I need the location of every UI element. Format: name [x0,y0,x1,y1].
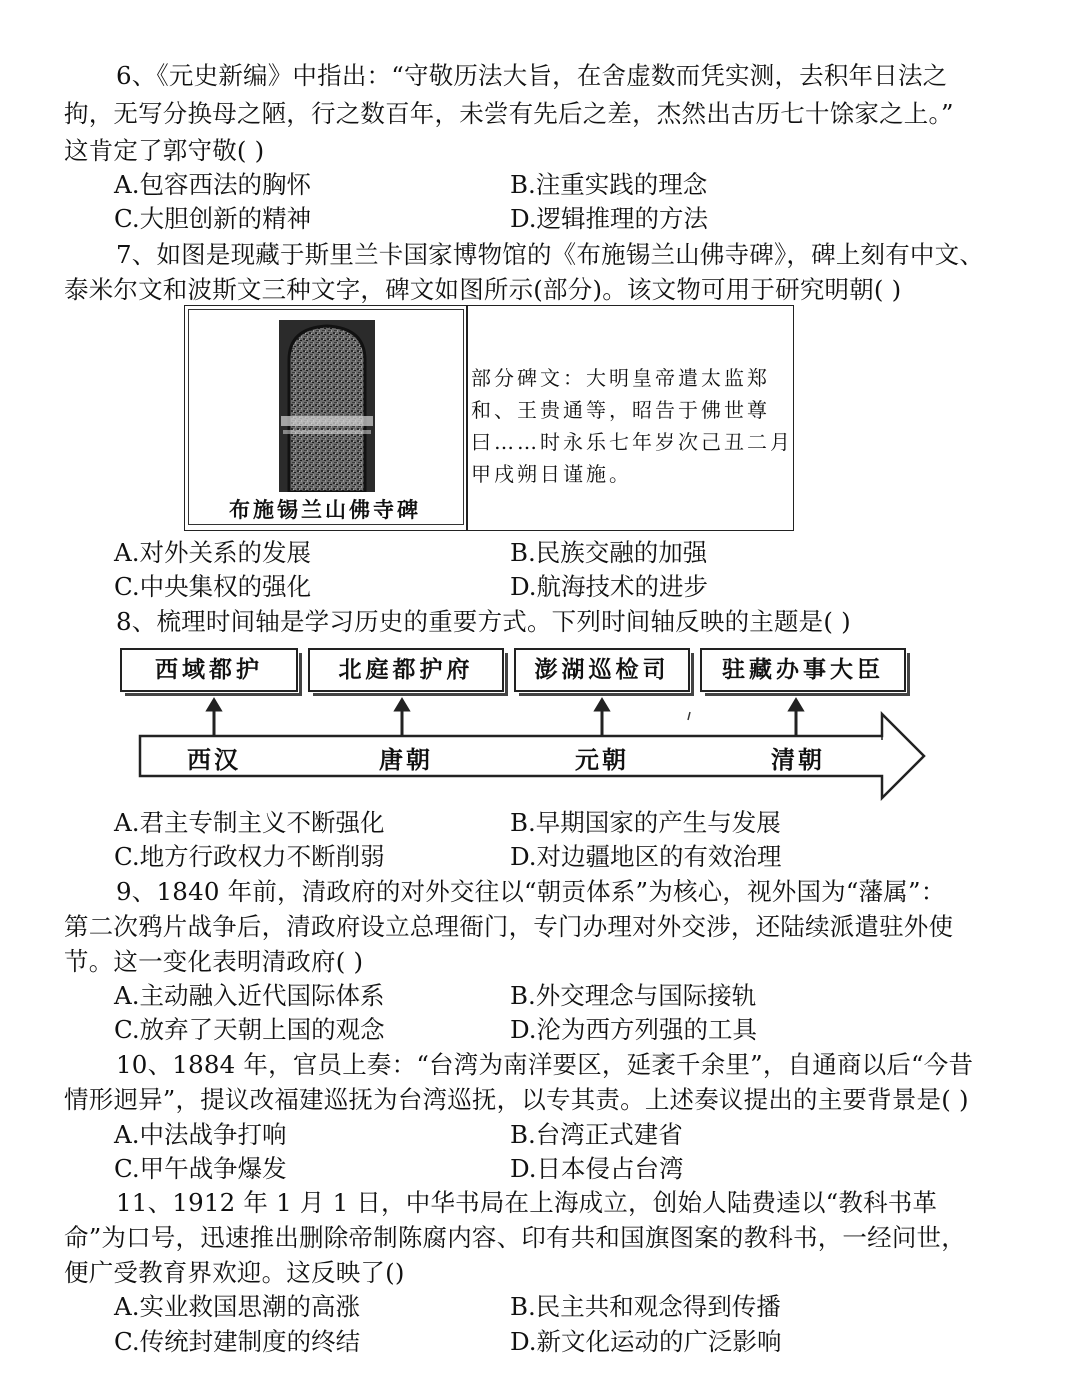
timeline-box-1: 西域都护 [120,648,298,692]
question-8-option-c[interactable]: C.地方行政权力不断削弱 [114,842,385,871]
stele-photo-image [279,320,375,492]
question-7-option-a[interactable]: A.对外关系的发展 [114,538,311,567]
question-6-option-c[interactable]: C.大胆创新的精神 [114,204,312,233]
question-9-stem-line-1: 9、1840 年前，清政府的对外交往以“朝贡体系”为核心，视外国为“藩属”： [116,877,946,906]
question-10-option-b[interactable]: B.台湾正式建省 [510,1120,683,1149]
question-6-option-b[interactable]: B.注重实践的理念 [510,170,708,199]
question-6-option-a[interactable]: A.包容西法的胸怀 [114,170,311,199]
question-7-stem-line-1: 7、如图是现藏于斯里兰卡国家博物馆的《布施锡兰山佛寺碑》，碑上刻有中文、 [116,240,985,269]
question-6-stem-line-1: 6、《元史新编》中指出：“守敬历法大旨，在舍虚数而凭实测，去积年日法之 [116,61,948,90]
question-9-option-b[interactable]: B.外交理念与国际接轨 [510,981,757,1010]
question-7-stem-line-2: 泰米尔文和波斯文三种文字，碑文如图所示(部分)。该文物可用于研究明朝( ) [64,275,902,304]
question-6-stem-line-2: 拘，无写分换母之陋，行之数百年，未尝有先后之差，杰然出古历七十馀家之上。” [64,99,954,128]
question-9-option-a[interactable]: A.主动融入近代国际体系 [114,981,385,1010]
question-7-option-b[interactable]: B.民族交融的加强 [510,538,708,567]
question-11-stem-line-2: 命”为口号，迅速推出删除帝制陈腐内容、印有共和国旗图案的教科书，一经问世， [64,1223,966,1252]
question-11-stem-line-3: 便广受教育界欢迎。这反映了() [64,1258,405,1287]
timeline-era-2: 唐朝 [379,745,433,774]
question-10-option-d[interactable]: D.日本侵占台湾 [510,1154,684,1183]
timeline-box-4: 驻藏办事大臣 [700,648,906,692]
timeline-box-2: 北庭都护府 [308,648,504,692]
timeline-era-1: 西汉 [187,745,241,774]
question-11-option-a[interactable]: A.实业救国思潮的高涨 [114,1292,360,1321]
question-7-option-d[interactable]: D.航海技术的进步 [510,572,709,601]
question-8-option-a[interactable]: A.君主专制主义不断强化 [114,808,385,837]
question-9-stem-line-3: 节。这一变化表明清政府( ) [64,947,364,976]
timeline-era-3: 元朝 [575,745,629,774]
question-9-option-d[interactable]: D.沦为西方列强的工具 [510,1015,758,1044]
question-7-option-c[interactable]: C.中央集权的强化 [114,572,312,601]
question-6-stem-line-3: 这肯定了郭守敬( ) [64,136,265,165]
question-10-stem-line-1: 10、1884 年，官员上奏：“台湾为南洋要区，延袤千余里”，自通商以后“今昔 [116,1050,974,1079]
question-10-stem-line-2: 情形迥异”，提议改福建巡抚为台湾巡抚，以专其责。上述奏议提出的主要背景是( ) [64,1085,969,1114]
question-9-option-c[interactable]: C.放弃了天朝上国的观念 [114,1015,385,1044]
question-6-option-d[interactable]: D.逻辑推理的方法 [510,204,709,233]
question-8-option-b[interactable]: B.早期国家的产生与发展 [510,808,781,837]
stele-caption: 布施锡兰山佛寺碑 [229,497,421,522]
timeline-arrow-graphic [118,644,930,802]
question-9-stem-line-2: 第二次鸦片战争后，清政府设立总理衙门，专门办理对外交涉，还陆续派遣驻外使 [64,912,954,941]
question-10-option-a[interactable]: A.中法战争打响 [114,1120,287,1149]
stele-photo-frame [188,309,464,525]
timeline-era-4: 清朝 [771,745,825,774]
question-11-option-b[interactable]: B.民主共和观念得到传播 [510,1292,781,1321]
question-11-option-d[interactable]: D.新文化运动的广泛影响 [510,1327,782,1356]
question-11-stem-line-1: 11、1912 年 1 月 1 日，中华书局在上海成立，创始人陆费逵以“教科书革 [116,1188,938,1217]
stele-figure [184,305,794,531]
question-10-option-c[interactable]: C.甲午战争爆发 [114,1154,287,1183]
timeline-box-3: 澎湖巡检司 [514,648,690,692]
stele-inscription: 部分碑文：大明皇帝遣太监郑和、王贵通等，昭告于佛世尊曰……时永乐七年岁次己丑二月甲戌朔日谨施。 [471,366,793,486]
question-8-stem-line-1: 8、梳理时间轴是学习历史的重要方式。下列时间轴反映的主题是( ) [116,607,851,636]
question-11-option-c[interactable]: C.传统封建制度的终结 [114,1327,361,1356]
question-8-option-d[interactable]: D.对边疆地区的有效治理 [510,842,782,871]
timeline-figure [118,644,930,802]
